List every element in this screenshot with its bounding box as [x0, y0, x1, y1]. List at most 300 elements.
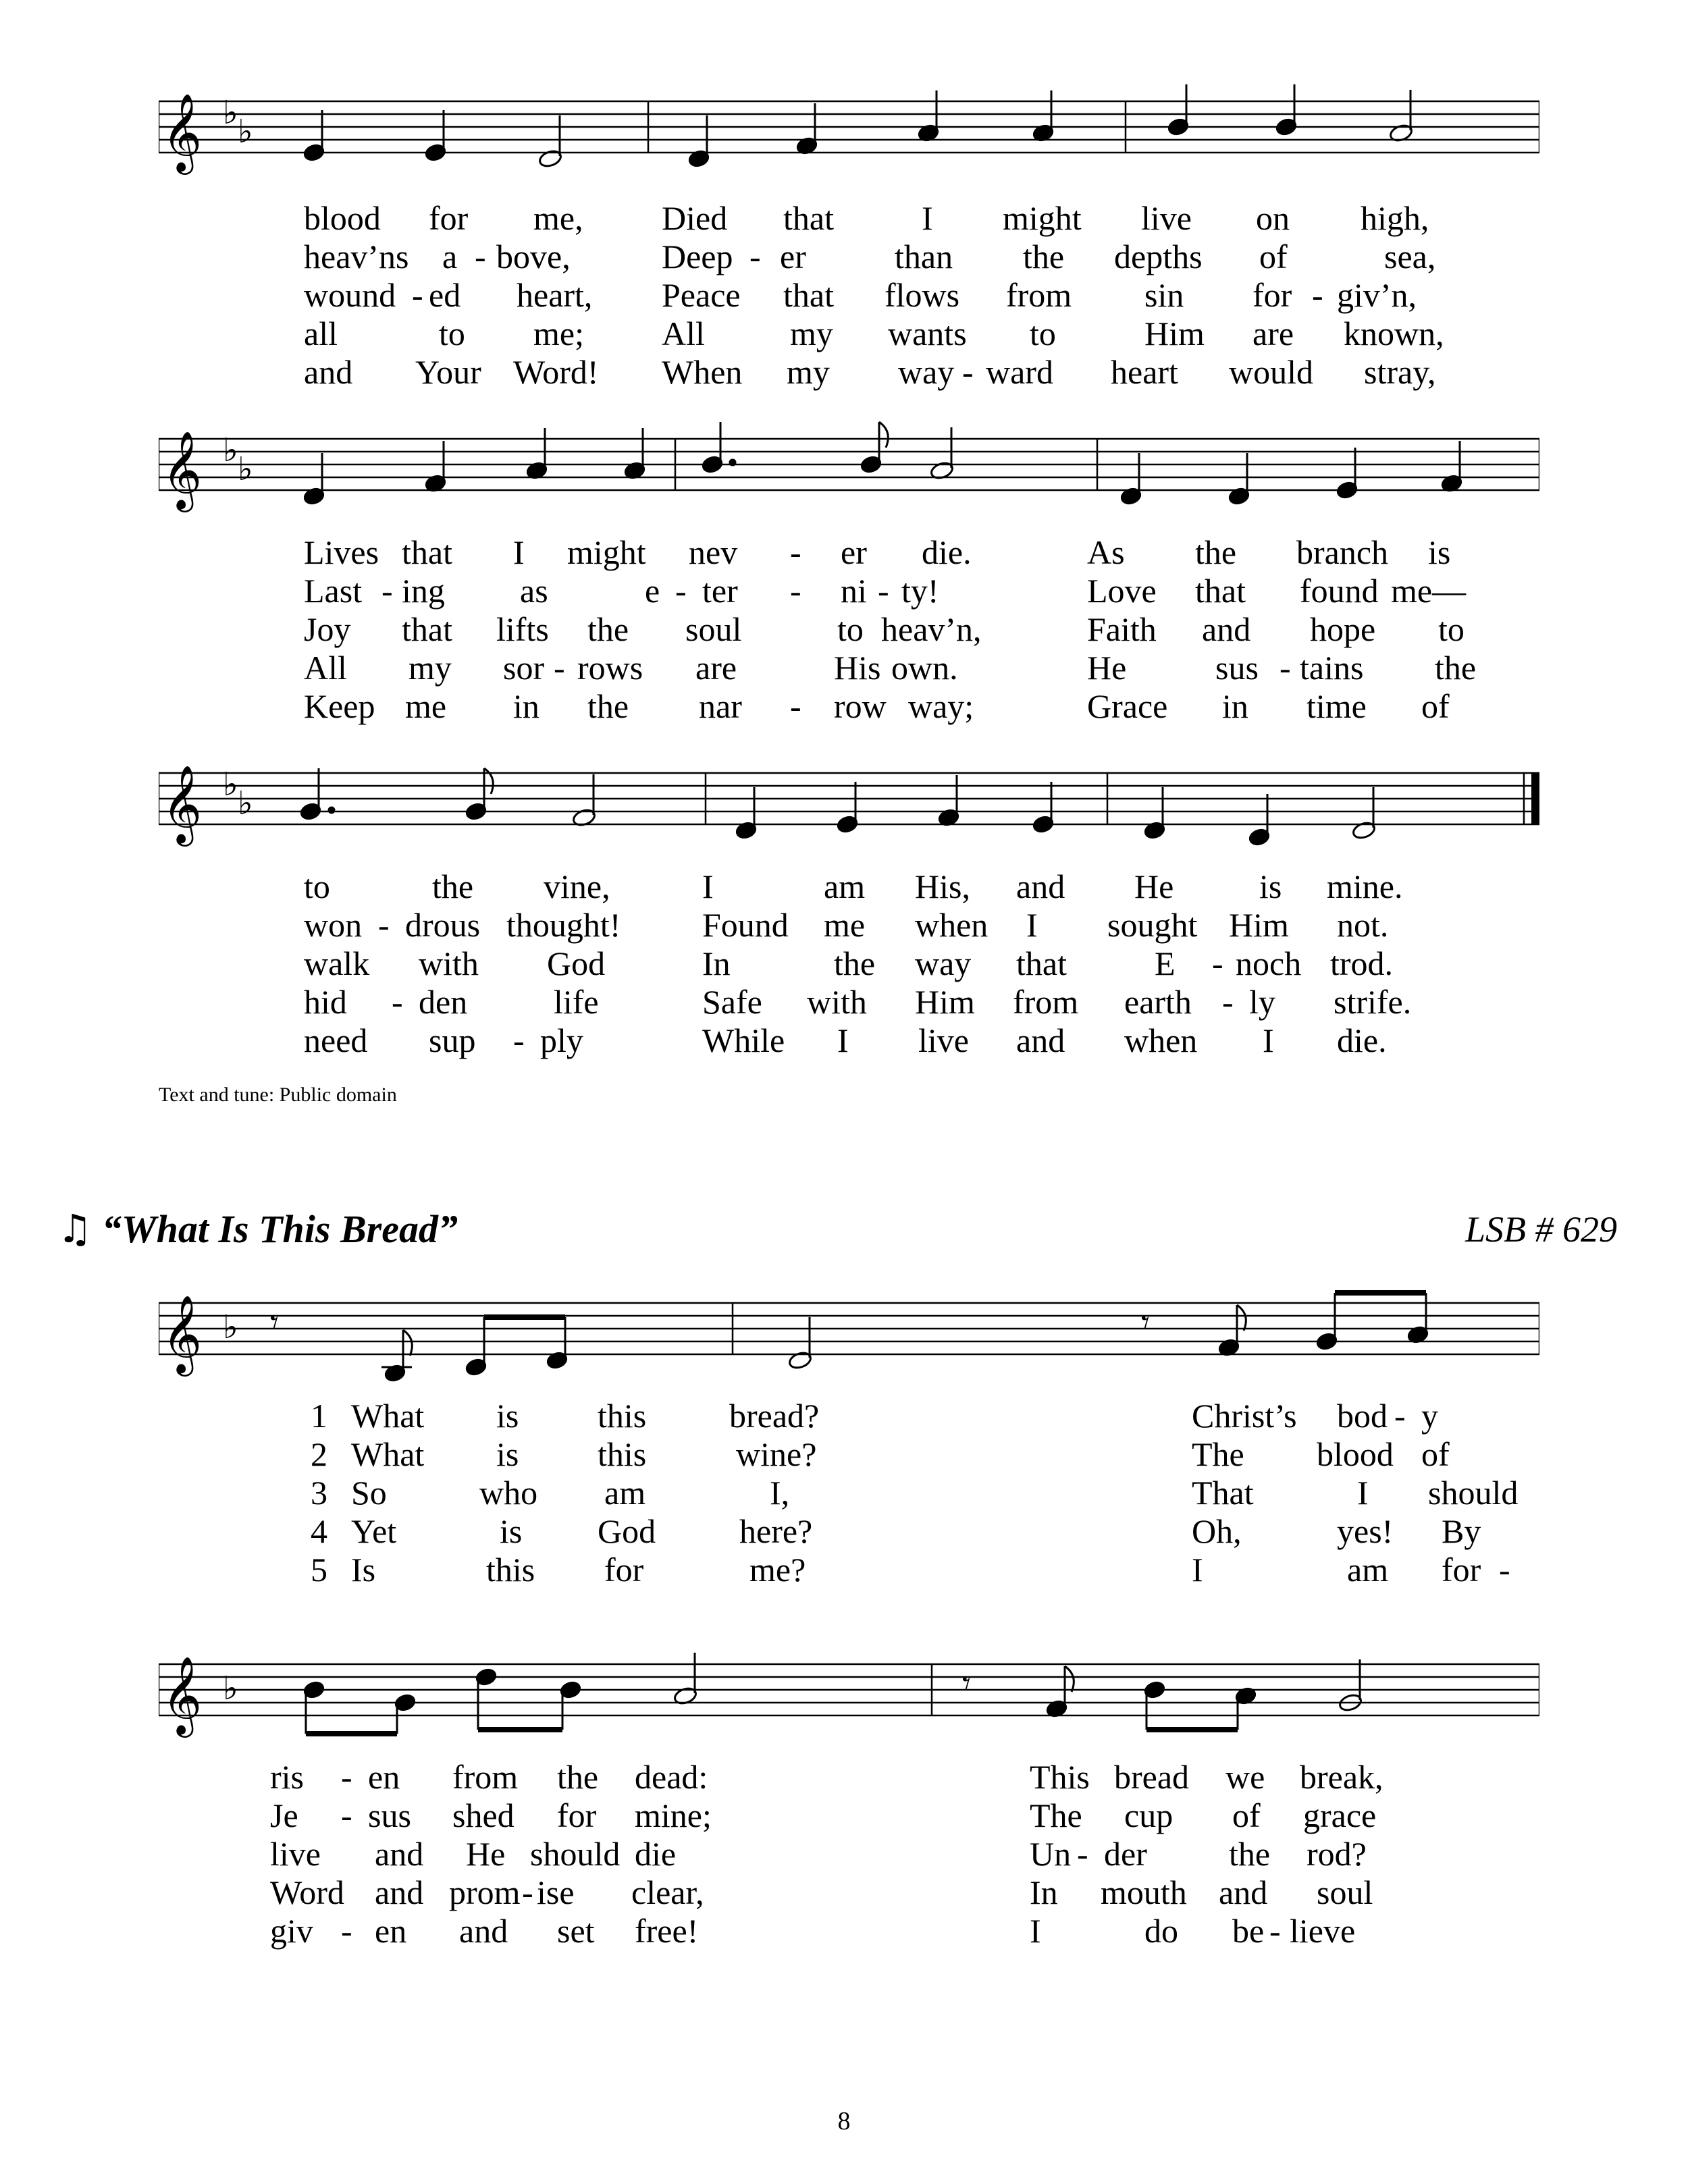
lyric-syllable: That: [1192, 1474, 1254, 1512]
lyric-syllable: In: [702, 944, 731, 982]
lyric-syllable: be: [1232, 1912, 1265, 1950]
lyric-syllable: and: [1202, 610, 1251, 648]
lyric-syllable: won: [304, 906, 363, 944]
staff-hymn2-system-2: [159, 1620, 1539, 1769]
lyric-syllable: mine;: [635, 1796, 712, 1834]
lyric-syllable: might: [567, 533, 646, 571]
lyric-syllable: of: [1421, 1435, 1450, 1473]
verse-line: [159, 1913, 1539, 1951]
lyric-syllable: should: [1428, 1474, 1519, 1512]
lyric-syllable: Yet: [351, 1512, 397, 1550]
lyric-syllable: hid: [304, 983, 347, 1021]
lyric-syllable: dead:: [635, 1758, 708, 1796]
lyric-syllable: ter: [702, 572, 738, 610]
lyric-syllable: am: [1347, 1551, 1389, 1589]
lyric-syllable: known,: [1344, 315, 1444, 352]
lyric-syllable: that: [402, 610, 452, 648]
lyric-syllable: do: [1144, 1912, 1178, 1950]
lyric-syllable: -: [1212, 944, 1223, 982]
lyric-syllable: What: [351, 1397, 425, 1435]
lyric-syllable: So: [351, 1474, 387, 1512]
lyric-syllable: I: [837, 1021, 849, 1059]
verse-line: [159, 1551, 1539, 1590]
lyric-syllable: rod?: [1307, 1835, 1367, 1873]
lyric-syllable: -: [790, 572, 801, 610]
lyric-syllable: Je: [270, 1796, 298, 1834]
lyric-syllable: and: [459, 1912, 508, 1950]
lyric-syllable: ty!: [901, 572, 939, 610]
hymn-title: [57, 1206, 458, 1252]
lyric-syllable: -: [381, 572, 393, 610]
lyric-syllable: here?: [739, 1512, 813, 1550]
lyric-syllable: is: [496, 1435, 519, 1473]
lyric-syllable: sor: [503, 649, 545, 687]
lyric-syllable: for: [1442, 1551, 1481, 1589]
lyric-syllable: live: [1141, 199, 1192, 237]
eighth-rest: 𝄾: [270, 1304, 279, 1341]
lyric-syllable: He: [1087, 649, 1127, 687]
page-number: 8: [837, 2107, 851, 2135]
lyric-syllable: -: [1499, 1551, 1510, 1589]
lyric-syllable: Lives: [304, 533, 379, 571]
lyric-syllable: to: [1030, 315, 1056, 352]
lyric-syllable: This: [1030, 1758, 1090, 1796]
hymn1-system-1: [159, 57, 1539, 206]
lyric-syllable: Your: [415, 353, 481, 391]
verse-line: [159, 1513, 1539, 1551]
treble-clef-icon: 𝄞: [162, 92, 203, 171]
lyric-syllable: While: [702, 1021, 785, 1059]
lyric-syllable: should: [530, 1835, 621, 1873]
lyric-syllable: the: [834, 944, 876, 982]
lyric-syllable: -: [962, 353, 974, 391]
lyric-syllable: ward: [986, 353, 1053, 391]
verse-line: [159, 687, 1539, 726]
lyric-syllable: -: [790, 533, 801, 571]
lyric-syllable: way: [915, 944, 972, 982]
verse-line: [159, 1759, 1539, 1797]
lyric-syllable: grace: [1303, 1796, 1377, 1834]
lyric-syllable: bread: [1114, 1758, 1190, 1796]
verse-line: [159, 983, 1539, 1021]
verse-line: [159, 572, 1539, 610]
lyric-syllable: The: [1030, 1796, 1082, 1834]
lyric-syllable: I: [513, 533, 525, 571]
verse-line: [159, 1797, 1539, 1836]
lyric-syllable: Keep: [304, 687, 375, 725]
lyric-syllable: -: [341, 1796, 352, 1834]
lyric-syllable: Is: [351, 1551, 376, 1589]
lyric-syllable: rows: [577, 649, 643, 687]
lyric-syllable: What: [351, 1435, 425, 1473]
flat-sign: ♭: [223, 1670, 238, 1707]
lyric-syllable: er: [780, 238, 806, 275]
hymn1-lyrics-1: [159, 199, 1539, 392]
lyric-syllable: -: [1312, 276, 1323, 314]
staff-hymn2-system-1: [159, 1259, 1539, 1408]
lyric-syllable: for: [557, 1796, 597, 1834]
lyric-syllable: en: [368, 1758, 400, 1796]
lyric-syllable: die: [635, 1835, 677, 1873]
lyric-syllable: wants: [888, 315, 967, 352]
verse-line: [159, 238, 1539, 276]
lyric-syllable: might: [1003, 199, 1082, 237]
lyric-syllable: thought!: [506, 906, 621, 944]
verse-line: [159, 1021, 1539, 1060]
lyric-syllable: is: [1428, 533, 1451, 571]
lyric-syllable: His: [834, 649, 881, 687]
lyric-syllable: not.: [1337, 906, 1389, 944]
lyric-syllable: Joy: [304, 610, 351, 648]
lyric-syllable: heart,: [517, 276, 593, 314]
lyric-syllable: die.: [1337, 1021, 1387, 1059]
lyric-syllable: walk: [304, 944, 370, 982]
lyric-syllable: nev: [689, 533, 738, 571]
lyric-syllable: the: [1435, 649, 1477, 687]
lyric-syllable: I: [1263, 1021, 1274, 1059]
lyric-syllable: bod: [1337, 1397, 1388, 1435]
lyric-syllable: Peace: [662, 276, 741, 314]
treble-clef-icon: 𝄞: [162, 1655, 203, 1734]
treble-clef-icon: 𝄞: [162, 764, 203, 843]
lyric-syllable: free!: [635, 1912, 699, 1950]
lyric-syllable: soul: [1317, 1873, 1373, 1911]
staff-hymn1-system-1: [159, 57, 1539, 206]
lyric-syllable: in: [513, 687, 539, 725]
lyric-syllable: Oh,: [1192, 1512, 1242, 1550]
lyric-syllable: 4: [311, 1512, 327, 1550]
lyric-syllable: Word!: [513, 353, 599, 391]
lyric-syllable: lieve: [1290, 1912, 1356, 1950]
lyric-syllable: of: [1421, 687, 1450, 725]
lyric-syllable: ing: [402, 572, 445, 610]
lyric-syllable: Christ’s: [1192, 1397, 1297, 1435]
lyric-syllable: er: [841, 533, 867, 571]
lyric-syllable: stray,: [1364, 353, 1436, 391]
lyric-syllable: from: [1013, 983, 1079, 1021]
lyric-syllable: on: [1256, 199, 1290, 237]
lyric-syllable: set: [557, 1912, 595, 1950]
lyric-syllable: to: [1438, 610, 1465, 648]
lyric-syllable: as: [520, 572, 548, 610]
lyric-syllable: All: [304, 649, 347, 687]
lyric-syllable: sin: [1144, 276, 1184, 314]
lyric-syllable: -: [1077, 1835, 1088, 1873]
lyric-syllable: giv: [270, 1912, 313, 1950]
verse-line: [159, 199, 1539, 238]
lyric-syllable: sought: [1107, 906, 1198, 944]
music-note-icon: ♫: [57, 1206, 93, 1252]
lyric-syllable: -: [554, 649, 565, 687]
lyric-syllable: Grace: [1087, 687, 1168, 725]
lyric-syllable: the: [432, 868, 474, 905]
lyric-syllable: in: [1222, 687, 1248, 725]
lyric-syllable: -: [341, 1912, 352, 1950]
lyric-syllable: earth: [1124, 983, 1192, 1021]
lyric-syllable: All: [662, 315, 705, 352]
lyric-syllable: I,: [770, 1474, 790, 1512]
lyric-syllable: heav’n,: [881, 610, 982, 648]
lyric-syllable: this: [598, 1435, 647, 1473]
verse-line: [159, 1436, 1539, 1474]
lyric-syllable: own.: [891, 649, 958, 687]
lyric-syllable: branch: [1296, 533, 1389, 571]
flat-sign: ♭: [238, 784, 253, 822]
lyric-syllable: is: [496, 1397, 519, 1435]
lyric-syllable: who: [479, 1474, 538, 1512]
lyric-syllable: need: [304, 1021, 368, 1059]
lyric-syllable: Deep: [662, 238, 733, 275]
lyric-syllable: His,: [915, 868, 970, 905]
verse-line: [159, 276, 1539, 315]
lyric-syllable: when: [1124, 1021, 1198, 1059]
verse-line: [159, 868, 1539, 906]
verse-line: [159, 610, 1539, 649]
lyric-syllable: Love: [1087, 572, 1157, 610]
lyric-syllable: heart: [1111, 353, 1178, 391]
verse-line: [159, 1474, 1539, 1513]
lyric-syllable: me;: [533, 315, 584, 352]
lyric-syllable: for: [1252, 276, 1292, 314]
lyric-syllable: me: [405, 687, 447, 725]
lyric-syllable: we: [1225, 1758, 1265, 1796]
lyric-syllable: en: [375, 1912, 407, 1950]
lyric-syllable: for: [604, 1551, 644, 1589]
lyric-syllable: ply: [540, 1021, 583, 1059]
hymn-number: LSB # 629: [1465, 1209, 1617, 1250]
hymn2-lyrics-1: [159, 1397, 1539, 1590]
lyric-syllable: Him: [1229, 906, 1289, 944]
lyric-syllable: ni: [841, 572, 867, 610]
lyric-syllable: me: [824, 906, 866, 944]
lyric-syllable: He: [466, 1835, 506, 1873]
lyric-syllable: I: [922, 199, 933, 237]
lyric-syllable: trod.: [1330, 944, 1394, 982]
lyric-syllable: the: [1229, 1835, 1271, 1873]
lyric-syllable: The: [1192, 1435, 1244, 1473]
lyric-syllable: He: [1134, 868, 1174, 905]
lyric-syllable: Safe: [702, 983, 762, 1021]
lyric-syllable: die.: [922, 533, 972, 571]
lyric-syllable: when: [915, 906, 988, 944]
lyric-syllable: my: [790, 315, 833, 352]
lyric-syllable: break,: [1300, 1758, 1383, 1796]
lyric-syllable: -: [1394, 1397, 1406, 1435]
verse-line: [159, 906, 1539, 944]
treble-clef-icon: 𝄞: [162, 1294, 203, 1373]
lyric-syllable: that: [1016, 944, 1067, 982]
lyric-syllable: with: [807, 983, 867, 1021]
lyric-syllable: hope: [1310, 610, 1376, 648]
lyric-syllable: sup: [429, 1021, 476, 1059]
verse-line: [159, 1836, 1539, 1874]
flat-sign: ♭: [223, 766, 238, 803]
verse-line: [159, 353, 1539, 392]
lyric-syllable: -: [522, 1873, 533, 1911]
lyric-syllable: from: [1006, 276, 1072, 314]
lyric-syllable: As: [1087, 533, 1125, 571]
lyric-syllable: live: [270, 1835, 321, 1873]
lyric-syllable: depths: [1114, 238, 1203, 275]
lyric-syllable: -: [392, 983, 403, 1021]
lyric-syllable: Un: [1030, 1835, 1072, 1873]
flat-sign: ♭: [223, 1308, 238, 1346]
lyric-syllable: strife.: [1334, 983, 1412, 1021]
lyric-syllable: -: [341, 1758, 352, 1796]
lyric-syllable: me,: [533, 199, 583, 237]
lyric-syllable: noch: [1236, 944, 1302, 982]
flat-sign: ♭: [238, 450, 253, 488]
lyric-syllable: that: [1195, 572, 1246, 610]
lyric-syllable: bove,: [496, 238, 571, 275]
lyric-syllable: my: [408, 649, 452, 687]
lyric-syllable: heav’ns: [304, 238, 409, 275]
lyric-syllable: time: [1307, 687, 1367, 725]
lyric-syllable: Him: [1144, 315, 1205, 352]
lyric-syllable: and: [375, 1835, 424, 1873]
lyric-syllable: mouth: [1101, 1873, 1187, 1911]
lyric-syllable: that: [402, 533, 452, 571]
lyric-syllable: the: [1195, 533, 1237, 571]
lyric-syllable: lifts: [496, 610, 549, 648]
treble-clef-icon: 𝄞: [162, 430, 203, 509]
lyric-syllable: and: [375, 1873, 424, 1911]
flat-sign: ♭: [223, 431, 238, 469]
lyric-syllable: me?: [749, 1551, 806, 1589]
lyric-syllable: is: [500, 1512, 523, 1550]
lyric-syllable: am: [604, 1474, 646, 1512]
lyric-syllable: sea,: [1384, 238, 1436, 275]
lyric-syllable: from: [452, 1758, 519, 1796]
credit-line: Text and tune: Public domain: [159, 1084, 397, 1106]
lyric-syllable: der: [1104, 1835, 1147, 1873]
lyric-syllable: -: [675, 572, 687, 610]
lyric-syllable: cup: [1124, 1796, 1173, 1834]
lyric-syllable: and: [1219, 1873, 1268, 1911]
lyric-syllable: 2: [311, 1435, 327, 1473]
lyric-syllable: live: [918, 1021, 969, 1059]
lyric-syllable: -: [378, 906, 390, 944]
lyric-syllable: drous: [405, 906, 481, 944]
lyric-syllable: way: [898, 353, 955, 391]
lyric-syllable: the: [1023, 238, 1065, 275]
lyric-syllable: of: [1232, 1796, 1261, 1834]
hymn1-lyrics-3: [159, 868, 1539, 1060]
lyric-syllable: -: [1280, 649, 1291, 687]
lyric-syllable: found: [1300, 572, 1379, 610]
lyric-syllable: the: [557, 1758, 599, 1796]
lyric-syllable: By: [1442, 1512, 1481, 1550]
lyric-syllable: clear,: [631, 1873, 704, 1911]
lyric-syllable: ise: [537, 1873, 575, 1911]
lyric-syllable: wound: [304, 276, 396, 314]
lyric-syllable: I: [702, 868, 714, 905]
lyric-syllable: God: [598, 1512, 656, 1550]
lyric-syllable: Him: [915, 983, 975, 1021]
lyric-syllable: tains: [1300, 649, 1364, 687]
lyric-syllable: E: [1155, 944, 1176, 982]
lyric-syllable: ed: [429, 276, 461, 314]
verse-line: [159, 533, 1539, 572]
verse-line: [159, 1397, 1539, 1436]
lyric-syllable: -: [749, 238, 761, 275]
hymn1-system-3: [159, 729, 1539, 878]
lyric-syllable: Died: [662, 199, 728, 237]
lyric-syllable: yes!: [1337, 1512, 1394, 1550]
flat-sign: ♭: [223, 94, 238, 132]
lyric-syllable: and: [1016, 1021, 1065, 1059]
hymn-title-text: “What Is This Bread”: [102, 1207, 458, 1251]
lyric-syllable: blood: [304, 199, 381, 237]
lyric-syllable: of: [1259, 238, 1288, 275]
lyric-syllable: soul: [685, 610, 742, 648]
lyric-syllable: vine,: [544, 868, 610, 905]
lyric-syllable: are: [695, 649, 737, 687]
lyric-syllable: the: [587, 610, 629, 648]
lyric-syllable: than: [895, 238, 953, 275]
lyric-syllable: way;: [908, 687, 974, 725]
lyric-syllable: and: [1016, 868, 1065, 905]
lyric-syllable: with: [419, 944, 479, 982]
lyric-syllable: When: [662, 353, 743, 391]
lyric-syllable: am: [824, 868, 866, 905]
lyric-syllable: ly: [1249, 983, 1275, 1021]
verse-line: [159, 315, 1539, 353]
lyric-syllable: I: [1030, 1912, 1041, 1950]
lyric-syllable: this: [598, 1397, 647, 1435]
lyric-syllable: all: [304, 315, 338, 352]
lyric-syllable: -: [412, 276, 423, 314]
lyric-syllable: this: [486, 1551, 535, 1589]
lyric-syllable: 5: [311, 1551, 327, 1589]
lyric-syllable: -: [1269, 1912, 1281, 1950]
lyric-syllable: y: [1421, 1397, 1438, 1435]
hymn2-system-1: [159, 1259, 1539, 1408]
lyric-syllable: the: [587, 687, 629, 725]
lyric-syllable: sus: [368, 1796, 411, 1834]
staff-hymn1-system-2: [159, 395, 1539, 543]
lyric-syllable: to: [837, 610, 864, 648]
lyric-syllable: blood: [1317, 1435, 1394, 1473]
lyric-syllable: God: [547, 944, 606, 982]
eighth-rest: 𝄾: [1141, 1304, 1150, 1341]
lyric-syllable: I: [1026, 906, 1038, 944]
lyric-syllable: to: [304, 868, 330, 905]
eighth-rest: 𝄾: [962, 1665, 971, 1703]
lyric-syllable: I: [1357, 1474, 1369, 1512]
lyric-syllable: Word: [270, 1873, 344, 1911]
lyric-syllable: row: [834, 687, 887, 725]
lyric-syllable: wine?: [736, 1435, 817, 1473]
lyric-syllable: Last: [304, 572, 363, 610]
lyric-syllable: -: [878, 572, 889, 610]
staff-hymn1-system-3: [159, 729, 1539, 878]
lyric-syllable: bread?: [729, 1397, 820, 1435]
lyric-syllable: den: [419, 983, 468, 1021]
lyric-syllable: sus: [1215, 649, 1259, 687]
lyric-syllable: e: [645, 572, 660, 610]
lyric-syllable: would: [1229, 353, 1313, 391]
hymn2-system-2: [159, 1620, 1539, 1769]
lyric-syllable: 3: [311, 1474, 327, 1512]
lyric-syllable: and: [304, 353, 353, 391]
lyric-syllable: giv’n,: [1337, 276, 1417, 314]
hymn2-lyrics-2: [159, 1759, 1539, 1951]
hymn1-lyrics-2: [159, 533, 1539, 726]
lyric-syllable: shed: [452, 1796, 515, 1834]
lyric-syllable: ris: [270, 1758, 304, 1796]
lyric-syllable: my: [787, 353, 830, 391]
